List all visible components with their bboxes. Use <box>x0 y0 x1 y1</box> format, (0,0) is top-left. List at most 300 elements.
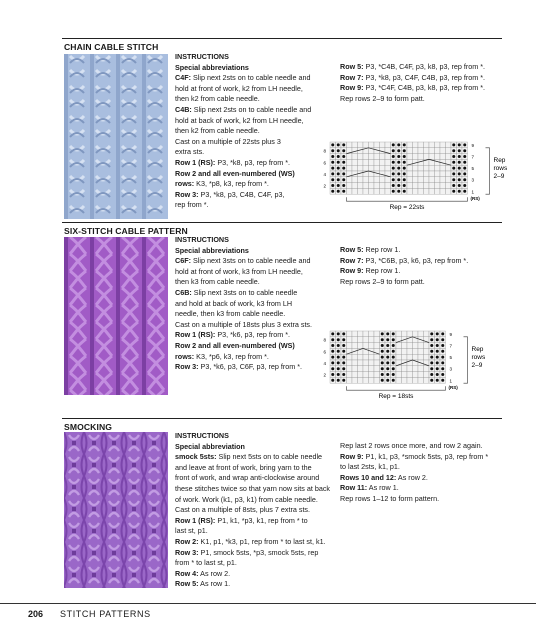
chart-cell <box>347 177 353 183</box>
chart-cell <box>347 360 353 366</box>
chart-cell <box>418 154 424 160</box>
chart-purl-dot <box>337 172 340 175</box>
chart-cell <box>374 372 380 378</box>
chart-purl-dot <box>342 143 345 146</box>
chart-cell <box>369 337 375 343</box>
swatch-image-chain-cable <box>64 54 168 219</box>
chart-cell <box>440 165 446 171</box>
chart-purl-dot <box>436 338 439 341</box>
instruction-line-text: Cast on a multiple of 8sts, plus 7 extra sts. <box>175 505 311 515</box>
chart-cell <box>369 183 375 189</box>
chart-purl-dot <box>331 361 334 364</box>
instruction-line <box>340 494 510 505</box>
instruction-lines <box>175 452 340 590</box>
instruction-line-lead: Row 1 (RS): <box>175 330 216 340</box>
chart-purl-dot <box>342 367 345 370</box>
chart-purl-dot <box>458 184 461 187</box>
instructions-left-smocking <box>175 431 340 590</box>
chart-svg <box>318 327 508 411</box>
chart-cell <box>369 360 375 366</box>
chart-cell <box>363 343 369 349</box>
chart-purl-dot <box>331 332 334 335</box>
chart-rep-sts-bracket <box>347 386 446 390</box>
chart-purl-dot <box>342 178 345 181</box>
instruction-line-text: rep from *. <box>175 200 209 210</box>
instruction-line <box>340 483 510 494</box>
chart-purl-dot <box>337 178 340 181</box>
chart-cell <box>347 366 353 372</box>
instruction-line-text: Rep row 1. <box>363 245 401 254</box>
instruction-line <box>175 526 340 537</box>
chart-cell <box>407 372 413 378</box>
chart-cell <box>413 154 419 160</box>
section-rule-six-stitch <box>62 222 502 223</box>
chart-cell <box>440 171 446 177</box>
chart-cell <box>440 177 446 183</box>
instruction-line <box>340 452 510 463</box>
chart-purl-dot <box>392 184 395 187</box>
chart-purl-dot <box>331 373 334 376</box>
chart-purl-dot <box>331 172 334 175</box>
instruction-line <box>175 105 335 116</box>
chart-rep-sts-bracket <box>347 197 468 201</box>
instruction-line <box>175 473 340 484</box>
chart-cell <box>440 154 446 160</box>
chart-purl-dot <box>331 143 334 146</box>
chart-purl-dot <box>342 172 345 175</box>
instruction-line <box>175 320 340 331</box>
chart-purl-dot <box>342 167 345 170</box>
chart-purl-dot <box>463 167 466 170</box>
chart-cell <box>352 366 358 372</box>
instruction-line-lead: Row 9: <box>340 83 364 93</box>
chart-row-label: 1 <box>449 378 453 384</box>
chart-purl-dot <box>458 178 461 181</box>
chart-purl-dot <box>337 350 340 353</box>
instruction-line <box>340 266 510 277</box>
chart-cell <box>358 377 364 383</box>
chart-rep-rows-label: 2–9 <box>493 173 505 181</box>
chart-purl-dot <box>430 338 433 341</box>
instruction-line <box>175 569 340 580</box>
chart-cell <box>347 183 353 189</box>
chart-cell <box>413 354 419 360</box>
instruction-line-text: P3, *k6, p3, C6F, p3, rep from *. <box>198 362 303 372</box>
instruction-line <box>175 463 340 474</box>
chart-purl-dot <box>342 155 345 158</box>
chart-purl-dot <box>342 356 345 359</box>
instructions-right-six-stitch <box>340 245 510 287</box>
instruction-line-lead: rows: <box>175 179 195 189</box>
chart-purl-dot <box>331 379 334 382</box>
chart-purl-dot <box>331 344 334 347</box>
chart-rep-rows-label: 2–9 <box>471 362 483 370</box>
chart-purl-dot <box>397 167 400 170</box>
chart-purl-dot <box>436 350 439 353</box>
chart-cell <box>369 354 375 360</box>
chart-cell <box>363 337 369 343</box>
chart-cell <box>402 348 408 354</box>
chart-purl-dot <box>463 184 466 187</box>
chart-purl-dot <box>337 184 340 187</box>
chart-purl-dot <box>436 332 439 335</box>
chart-purl-dot <box>441 338 444 341</box>
instruction-line-text: and leave at front of work, bring yarn to the <box>175 462 312 472</box>
chart-cell <box>440 148 446 154</box>
instruction-line-text: P3, *k8, p3, rep from *. <box>215 157 291 167</box>
chart-cell <box>413 177 419 183</box>
instruction-line <box>175 84 335 95</box>
section-title-chain: CHAIN CABLE STITCH <box>64 42 159 52</box>
section-rule-chain <box>62 38 502 39</box>
chart-purl-dot <box>397 143 400 146</box>
chart-purl-dot <box>397 172 400 175</box>
chart-purl-dot <box>458 143 461 146</box>
chart-cell <box>435 165 441 171</box>
chart-purl-dot <box>397 155 400 158</box>
chart-purl-dot <box>381 373 384 376</box>
chart-purl-dot <box>403 155 406 158</box>
chart-rep-sts-label: Rep = 18sts <box>378 393 414 401</box>
chart-cell <box>413 348 419 354</box>
chart-cell <box>374 142 380 148</box>
chart-cell <box>363 154 369 160</box>
chart-row-label: 9 <box>471 142 475 148</box>
chart-cell <box>407 377 413 383</box>
chart-cell <box>424 377 430 383</box>
chart-cell <box>424 171 430 177</box>
chart-cell <box>369 154 375 160</box>
chart-cell <box>407 366 413 372</box>
chart-cell <box>358 142 364 148</box>
chart-cell <box>358 188 364 194</box>
chart-purl-dot <box>403 161 406 164</box>
chart-purl-dot <box>403 178 406 181</box>
chart-cell <box>369 366 375 372</box>
instruction-line-lead: Row 9: <box>340 266 364 276</box>
chart-rep-rows-bracket <box>464 337 468 383</box>
instruction-line-text: Slip next 2sts on to cable needle and <box>190 73 311 83</box>
chart-row-label: 5 <box>449 355 453 361</box>
instruction-line-text: Cast on a multiple of 22sts plus 3 <box>175 136 281 146</box>
chart-purl-dot <box>458 190 461 193</box>
footer-rule <box>0 603 536 604</box>
instruction-line <box>175 484 340 495</box>
instruction-line <box>175 558 340 569</box>
chart-purl-dot <box>430 356 433 359</box>
instruction-line <box>175 126 335 137</box>
chart-row-label: 2 <box>323 183 326 189</box>
chart-purl-dot <box>392 149 395 152</box>
instruction-line-text: Slip next 2sts on to cable needle and <box>191 104 312 114</box>
chart-cell <box>424 188 430 194</box>
chart-cell <box>374 360 380 366</box>
instruction-line-text: from * to last st, p1. <box>175 558 237 568</box>
instruction-line <box>175 179 335 190</box>
chart-cell <box>374 183 380 189</box>
chart-cell <box>352 183 358 189</box>
chart-purl-dot <box>381 344 384 347</box>
chart-purl-dot <box>403 190 406 193</box>
chart-cell <box>369 377 375 383</box>
chart-cell <box>413 165 419 171</box>
chart-six-stitch-cable <box>318 327 508 411</box>
chart-cell <box>352 360 358 366</box>
chart-purl-dot <box>452 155 455 158</box>
chart-cell <box>413 171 419 177</box>
abbrev-heading: Special abbreviations <box>175 62 249 72</box>
chart-purl-dot <box>463 149 466 152</box>
instruction-line <box>175 267 340 278</box>
chart-rep-rows-bracket <box>486 148 490 194</box>
chart-purl-dot <box>381 356 384 359</box>
chart-cell <box>418 372 424 378</box>
chart-purl-dot <box>436 379 439 382</box>
chart-purl-dot <box>337 379 340 382</box>
chart-purl-dot <box>386 350 389 353</box>
instruction-line <box>340 94 510 105</box>
instructions-heading: INSTRUCTIONS <box>175 235 229 244</box>
chart-purl-dot <box>342 361 345 364</box>
chart-purl-dot <box>392 190 395 193</box>
instruction-line <box>175 190 335 201</box>
chart-cell <box>435 188 441 194</box>
chart-purl-dot <box>403 149 406 152</box>
instruction-line-lead: Row 5: <box>340 62 364 71</box>
instruction-line-lead: Rows 10 and 12: <box>340 472 397 482</box>
chart-purl-dot <box>458 167 461 170</box>
chart-cell <box>358 354 364 360</box>
chart-cell <box>429 165 435 171</box>
instruction-line-text: hold at front of work, k2 from LH needle, <box>175 83 303 93</box>
chart-cell <box>369 159 375 165</box>
chart-cell <box>413 343 419 349</box>
chart-purl-dot <box>392 373 395 376</box>
instruction-line <box>175 288 340 299</box>
chart-cell <box>407 183 413 189</box>
chart-cell <box>424 142 430 148</box>
instruction-line-text: front of work, and wrap anti-clockwise around <box>175 473 320 483</box>
chart-cell <box>352 377 358 383</box>
instruction-line-lead: C6B: <box>175 287 192 297</box>
chart-cell <box>380 177 386 183</box>
chart-cell <box>358 372 364 378</box>
instruction-line-lead: Row 3: <box>175 362 199 372</box>
chart-cell <box>369 142 375 148</box>
chart-purl-dot <box>331 184 334 187</box>
chart-purl-dot <box>463 178 466 181</box>
instruction-line-lead: Row 11: <box>340 483 368 493</box>
chart-cell <box>407 354 413 360</box>
chart-cell <box>358 337 364 343</box>
chart-cell <box>380 154 386 160</box>
chart-cell <box>402 366 408 372</box>
instruction-line <box>340 256 510 267</box>
chart-cell <box>385 159 391 165</box>
chart-cell <box>440 188 446 194</box>
chart-cell <box>435 171 441 177</box>
chain-cable-knit-photo <box>64 54 168 219</box>
instruction-line-lead: Row 1 (RS): <box>175 515 216 525</box>
chart-cell <box>446 165 452 171</box>
instructions-left-six-stitch <box>175 235 340 373</box>
chart-cell <box>407 165 413 171</box>
chart-cell <box>413 366 419 372</box>
chart-svg <box>318 138 508 212</box>
chart-row-label: 9 <box>449 331 453 337</box>
chart-purl-dot <box>430 332 433 335</box>
chart-cell <box>446 188 452 194</box>
chart-purl-dot <box>403 143 406 146</box>
chart-purl-dot <box>392 167 395 170</box>
instruction-line <box>175 169 335 180</box>
chart-rep-rows-label: Rep <box>471 346 484 354</box>
instruction-line-text: K1, p1, *k3, p1, rep from * to last st, k1. <box>198 536 326 546</box>
instruction-line-lead: C6F: <box>175 256 191 266</box>
instruction-line-lead: C4F: <box>175 73 191 83</box>
chart-purl-dot <box>463 155 466 158</box>
chart-cell <box>374 337 380 343</box>
chart-purl-dot <box>452 190 455 193</box>
chart-purl-dot <box>337 338 340 341</box>
chart-purl-dot <box>452 149 455 152</box>
instruction-lines <box>175 256 340 373</box>
instruction-line <box>175 200 335 211</box>
chart-cell <box>446 171 452 177</box>
instruction-line-text: As row 1. <box>198 579 231 589</box>
chart-purl-dot <box>430 350 433 353</box>
chart-purl-dot <box>331 167 334 170</box>
chart-purl-dot <box>342 350 345 353</box>
instruction-line <box>340 462 510 473</box>
instruction-line-text: of work. Work (k1, p3, k1) from cable needle. <box>175 494 318 504</box>
chart-cell <box>347 142 353 148</box>
instructions-right-smocking <box>340 441 510 505</box>
chart-purl-dot <box>392 178 395 181</box>
chart-purl-dot <box>392 161 395 164</box>
chart-cell <box>374 154 380 160</box>
chart-cell <box>407 177 413 183</box>
chart-cell <box>380 188 386 194</box>
instruction-lines <box>340 441 510 505</box>
chart-purl-dot <box>436 356 439 359</box>
chart-purl-dot <box>392 155 395 158</box>
chart-row-label: 8 <box>323 337 326 343</box>
chart-purl-dot <box>386 379 389 382</box>
chart-purl-dot <box>337 149 340 152</box>
chart-cell <box>418 348 424 354</box>
chart-cell <box>418 183 424 189</box>
chart-cell <box>407 331 413 337</box>
chart-purl-dot <box>452 184 455 187</box>
chart-cell <box>380 183 386 189</box>
chart-cell <box>374 377 380 383</box>
chart-purl-dot <box>436 373 439 376</box>
instruction-line-text: P1, smock 5sts, *p3, smock 5sts, rep <box>198 547 319 557</box>
instruction-line-lead: Row 2 and all even-numbered (WS) <box>175 168 295 178</box>
chart-cell <box>446 183 452 189</box>
chart-cell <box>424 148 430 154</box>
chart-chain-cable <box>318 138 508 212</box>
chart-purl-dot <box>386 332 389 335</box>
chart-rs-label: (RS) <box>470 196 480 202</box>
chart-purl-dot <box>403 184 406 187</box>
chart-cell <box>429 188 435 194</box>
chart-cell <box>429 154 435 160</box>
instruction-line-text: Rep last 2 rows once more, and row 2 again. <box>340 441 483 450</box>
instruction-line <box>175 299 340 310</box>
chart-cell <box>418 331 424 337</box>
chart-purl-dot <box>441 373 444 376</box>
instruction-line <box>175 516 340 527</box>
chart-purl-dot <box>452 172 455 175</box>
chart-purl-dot <box>331 161 334 164</box>
instruction-line <box>175 116 335 127</box>
instruction-line-text: Slip next 3sts on to cable needle and <box>190 256 311 266</box>
chart-cell <box>358 154 364 160</box>
chart-purl-dot <box>452 161 455 164</box>
instruction-line <box>340 73 510 84</box>
instruction-line-text: P3, *C4B, C4F, p3, k8, p3, rep from *. <box>363 62 486 71</box>
chart-cell <box>369 165 375 171</box>
chart-purl-dot <box>397 190 400 193</box>
instruction-line <box>175 309 340 320</box>
chart-purl-dot <box>337 373 340 376</box>
instruction-line-text: then k3 from cable needle. <box>175 277 260 287</box>
chart-cell <box>424 183 430 189</box>
chart-cell <box>363 188 369 194</box>
chart-cell <box>385 177 391 183</box>
instruction-line-text: Rep rows 2–9 to form patt. <box>340 276 425 286</box>
instruction-line-text: needle, then k3 from cable needle. <box>175 309 286 319</box>
chart-purl-dot <box>458 172 461 175</box>
chart-purl-dot <box>441 344 444 347</box>
chart-cell <box>413 372 419 378</box>
instructions-heading: INSTRUCTIONS <box>175 431 229 440</box>
chart-purl-dot <box>331 178 334 181</box>
chart-purl-dot <box>452 143 455 146</box>
chart-purl-dot <box>452 178 455 181</box>
chart-purl-dot <box>337 344 340 347</box>
chart-purl-dot <box>381 338 384 341</box>
instruction-line-lead: Row 2: <box>175 536 199 546</box>
chart-cell <box>424 331 430 337</box>
instruction-line <box>175 256 340 267</box>
instruction-line-text: extra sts. <box>175 147 205 157</box>
chart-purl-dot <box>392 356 395 359</box>
chart-cell <box>407 343 413 349</box>
chart-cell <box>407 148 413 154</box>
chart-cell <box>402 377 408 383</box>
chart-cell <box>418 354 424 360</box>
chart-row-label: 5 <box>471 166 475 172</box>
chart-cell <box>352 154 358 160</box>
six-stitch-cable-knit-photo <box>64 237 168 395</box>
chart-row-label: 2 <box>323 372 326 378</box>
chart-cell <box>347 372 353 378</box>
chart-cell <box>358 183 364 189</box>
instruction-line-lead: Row 1 (RS): <box>175 157 216 167</box>
chart-row-label: 6 <box>323 160 326 166</box>
instruction-line-lead: Row 5: <box>175 579 199 589</box>
chart-cell <box>396 331 402 337</box>
chart-cell <box>369 343 375 349</box>
chart-cell <box>347 377 353 383</box>
chart-cell <box>407 171 413 177</box>
instruction-line-lead: rows: <box>175 351 195 361</box>
instruction-line-text: As row 1. <box>367 483 399 493</box>
chart-row-label: 6 <box>323 349 326 355</box>
